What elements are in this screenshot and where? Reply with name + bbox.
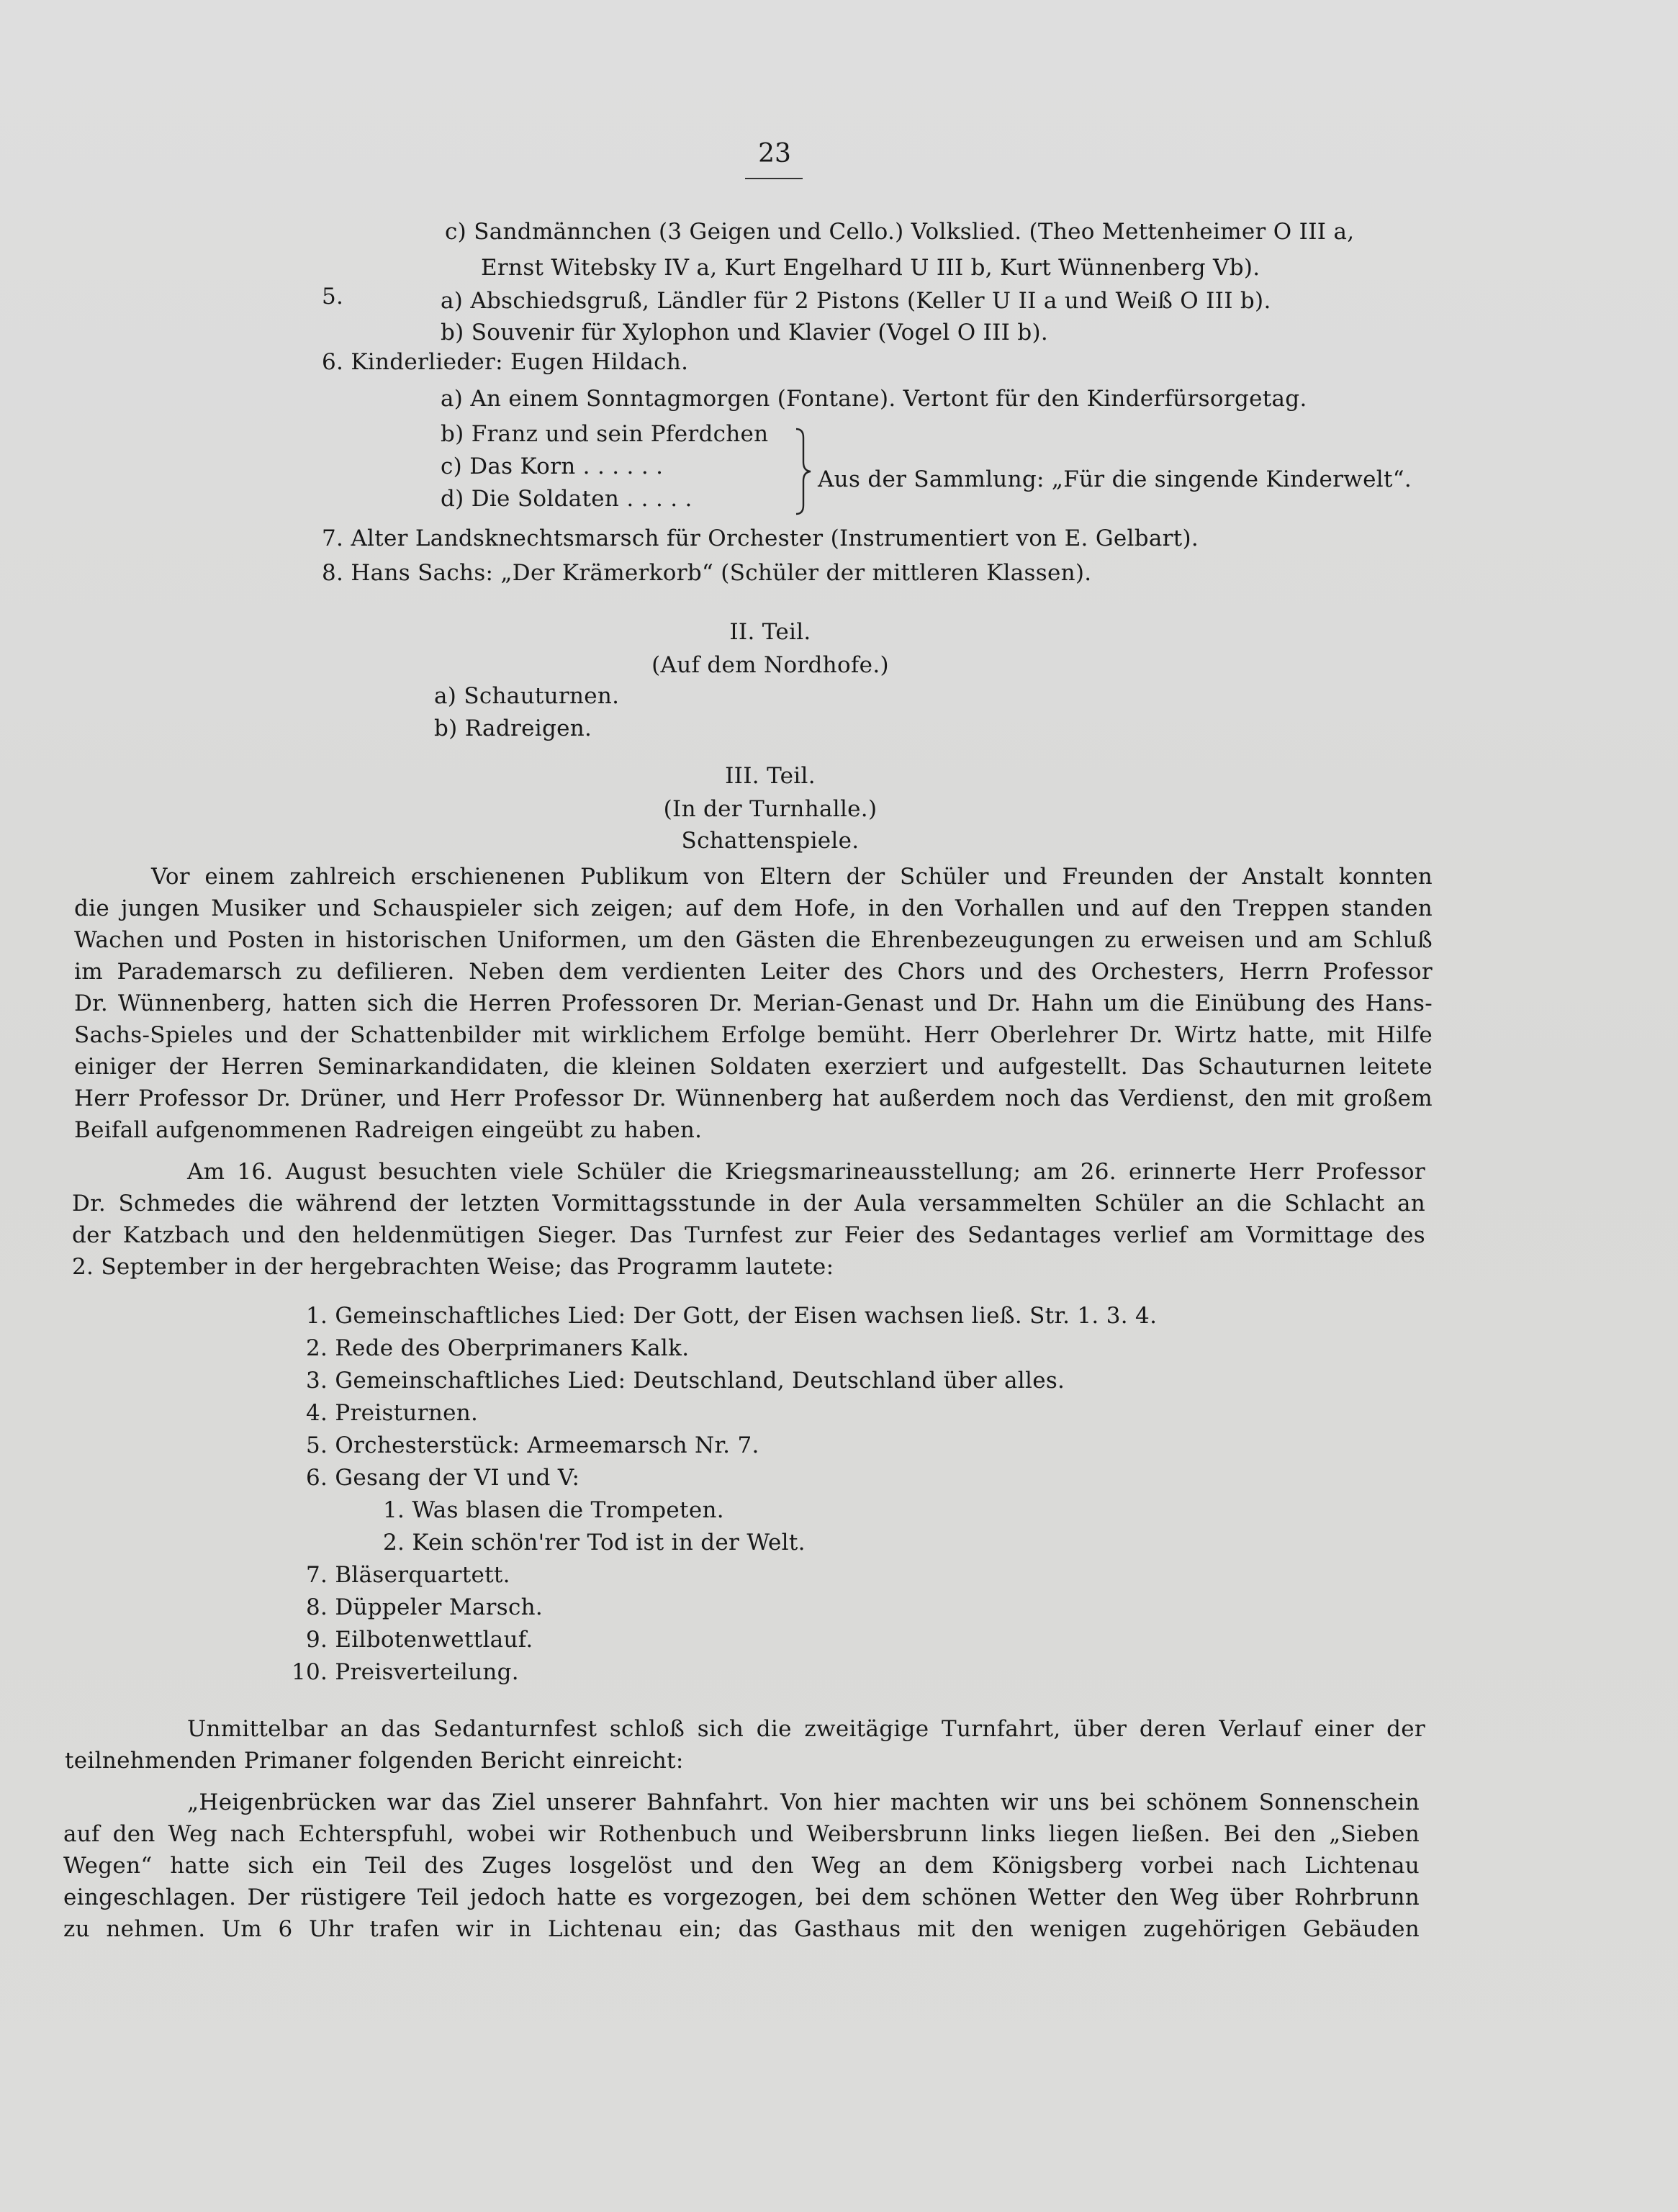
- program-item-6a: a) An einem Sonntagmorgen (Fontane). Vertont für den Kinderfürsorgetag.: [441, 386, 1307, 412]
- turnfest-subitem: 1. Was blasen die Trompeten.: [383, 1497, 724, 1523]
- program-item-5b: b) Souvenir für Xylophon und Klavier (Vogel O III b).: [441, 320, 1049, 346]
- part-2-title: II. Teil.: [729, 619, 811, 645]
- paragraph-3-line: Unmittelbar an das Sedanturnfest schloß sich die zweitägige Turnfahrt, über deren Verlauf einer der: [187, 1716, 1425, 1742]
- turnfest-subitem: 2. Kein schön'rer Tod ist in der Welt.: [383, 1530, 806, 1556]
- turnfest-item: 3. Gemeinschaftliches Lied: Deutschland, Deutschland über alles.: [306, 1368, 1065, 1394]
- turnfest-item: 4. Preisturnen.: [306, 1400, 479, 1426]
- program-item-5-number: 5.: [322, 284, 344, 310]
- part-2-item-b: b) Radreigen.: [434, 715, 592, 741]
- turnfest-item: 7. Bläserquartett.: [306, 1562, 510, 1588]
- paragraph-1-line: die jungen Musiker und Schauspieler sich zeigen; auf dem Hofe, in den Vorhallen und auf den Treppen standen: [74, 895, 1433, 921]
- turnfest-item: 5. Orchesterstück: Armeemarsch Nr. 7.: [306, 1432, 759, 1458]
- program-item-6b: b) Franz und sein Pferdchen: [441, 421, 769, 447]
- program-item-6c: c) Das Korn . . . . . .: [441, 453, 664, 479]
- paragraph-4-line: auf den Weg nach Echterspfuhl, wobei wir Rothenbuch und Weibersbrunn links liegen ließen. Bei den „Sieben: [63, 1821, 1420, 1847]
- program-item-6d: d) Die Soldaten . . . . .: [441, 486, 693, 512]
- paragraph-1-line: Sachs-Spieles und der Schattenbilder mit wirklichem Erfolge bemüht. Herr Oberlehrer Dr. Wirtz hatte, mit Hilfe: [74, 1022, 1433, 1048]
- program-item-4c-line2: Ernst Witebsky IV a, Kurt Engelhard U III b, Kurt Wünnenberg Vb).: [481, 255, 1260, 281]
- program-item-8: 8. Hans Sachs: „Der Krämerkorb“ (Schüler der mittleren Klassen).: [322, 560, 1092, 586]
- paragraph-4-line: „Heigenbrücken war das Ziel unserer Bahnfahrt. Von hier machten wir uns bei schönem Sonnenschein: [187, 1789, 1420, 1815]
- paragraph-1-line: Dr. Wünnenberg, hatten sich die Herren Professoren Dr. Merian-Genast und Dr. Hahn um die Einübung des Hans-: [74, 990, 1433, 1016]
- page-number: 23: [758, 139, 791, 168]
- part-3-location: (In der Turnhalle.): [663, 796, 878, 822]
- turnfest-item: 10. Preisverteilung.: [292, 1659, 519, 1685]
- paragraph-1-line: Beifall aufgenommenen Radreigen eingeübt zu haben.: [74, 1117, 703, 1143]
- program-item-6-collection: Aus der Sammlung: „Für die singende Kinderwelt“.: [818, 466, 1412, 492]
- page-number-rule: [745, 178, 803, 179]
- part-3-title: III. Teil.: [725, 763, 816, 789]
- paragraph-1-line: im Parademarsch zu defilieren. Neben dem verdienten Leiter des Chors und des Orchesters, Herrn Professor: [74, 959, 1433, 985]
- turnfest-item: 1. Gemeinschaftliches Lied: Der Gott, der Eisen wachsen ließ. Str. 1. 3. 4.: [306, 1303, 1158, 1329]
- part-2-item-a: a) Schauturnen.: [434, 683, 620, 709]
- paragraph-1-line: einiger der Herren Seminarkandidaten, die kleinen Soldaten exerziert und aufgestellt. Das Schauturnen leitete: [74, 1054, 1433, 1080]
- program-item-5a: a) Abschiedsgruß, Ländler für 2 Pistons (Keller U II a und Weiß O III b).: [441, 288, 1271, 314]
- paragraph-4-line: Wegen“ hatte sich ein Teil des Zuges losgelöst und den Weg an dem Königsberg vorbei nach Lichtenau: [63, 1853, 1420, 1879]
- part-3-subtitle: Schattenspiele.: [681, 828, 860, 854]
- paragraph-1-line: Vor einem zahlreich erschienenen Publikum von Eltern der Schüler und Freunden der Anstalt konnten: [151, 864, 1433, 890]
- paragraph-2-line: Dr. Schmedes die während der letzten Vormittagsstunde in der Aula versammelten Schüler an die Schlacht an: [72, 1191, 1425, 1216]
- paragraph-1-line: Wachen und Posten in historischen Uniformen, um den Gästen die Ehrenbezeugungen zu erweisen und am Schluß: [74, 927, 1433, 953]
- part-2-location: (Auf dem Nordhofe.): [651, 652, 889, 678]
- paragraph-4-line: eingeschlagen. Der rüstigere Teil jedoch hatte es vorgezogen, bei dem schönen Wetter den Weg über Rohrbrunn: [63, 1884, 1420, 1910]
- turnfest-item: 6. Gesang der VI und V:: [306, 1465, 580, 1491]
- program-item-6: 6. Kinderlieder: Eugen Hildach.: [322, 349, 689, 375]
- curly-brace-icon: [792, 428, 813, 515]
- program-item-4c-line1: c) Sandmännchen (3 Geigen und Cello.) Volkslied. (Theo Mettenheimer O III a,: [445, 219, 1355, 245]
- paragraph-3-line: teilnehmenden Primaner folgenden Bericht einreicht:: [65, 1748, 684, 1774]
- paragraph-2-line: der Katzbach und den heldenmütigen Sieger. Das Turnfest zur Feier des Sedantages verlief am Vormittage des: [72, 1222, 1425, 1248]
- paragraph-4-line: zu nehmen. Um 6 Uhr trafen wir in Lichtenau ein; das Gasthaus mit den wenigen zugehörigen Gebäuden: [63, 1916, 1420, 1942]
- paragraph-2-line: 2. September in der hergebrachten Weise; das Programm lautete:: [72, 1254, 834, 1280]
- turnfest-item: 8. Düppeler Marsch.: [306, 1594, 543, 1620]
- turnfest-item: 2. Rede des Oberprimaners Kalk.: [306, 1335, 690, 1361]
- turnfest-item: 9. Eilbotenwettlauf.: [306, 1627, 533, 1653]
- paragraph-2-line: Am 16. August besuchten viele Schüler die Kriegsmarineausstellung; am 26. erinnerte Herr Professor: [187, 1159, 1425, 1185]
- program-item-7: 7. Alter Landsknechtsmarsch für Orchester (Instrumentiert von E. Gelbart).: [322, 525, 1199, 551]
- paragraph-1-line: Herr Professor Dr. Drüner, und Herr Professor Dr. Wünnenberg hat außerdem noch das Verdienst, den mit großem: [74, 1085, 1433, 1111]
